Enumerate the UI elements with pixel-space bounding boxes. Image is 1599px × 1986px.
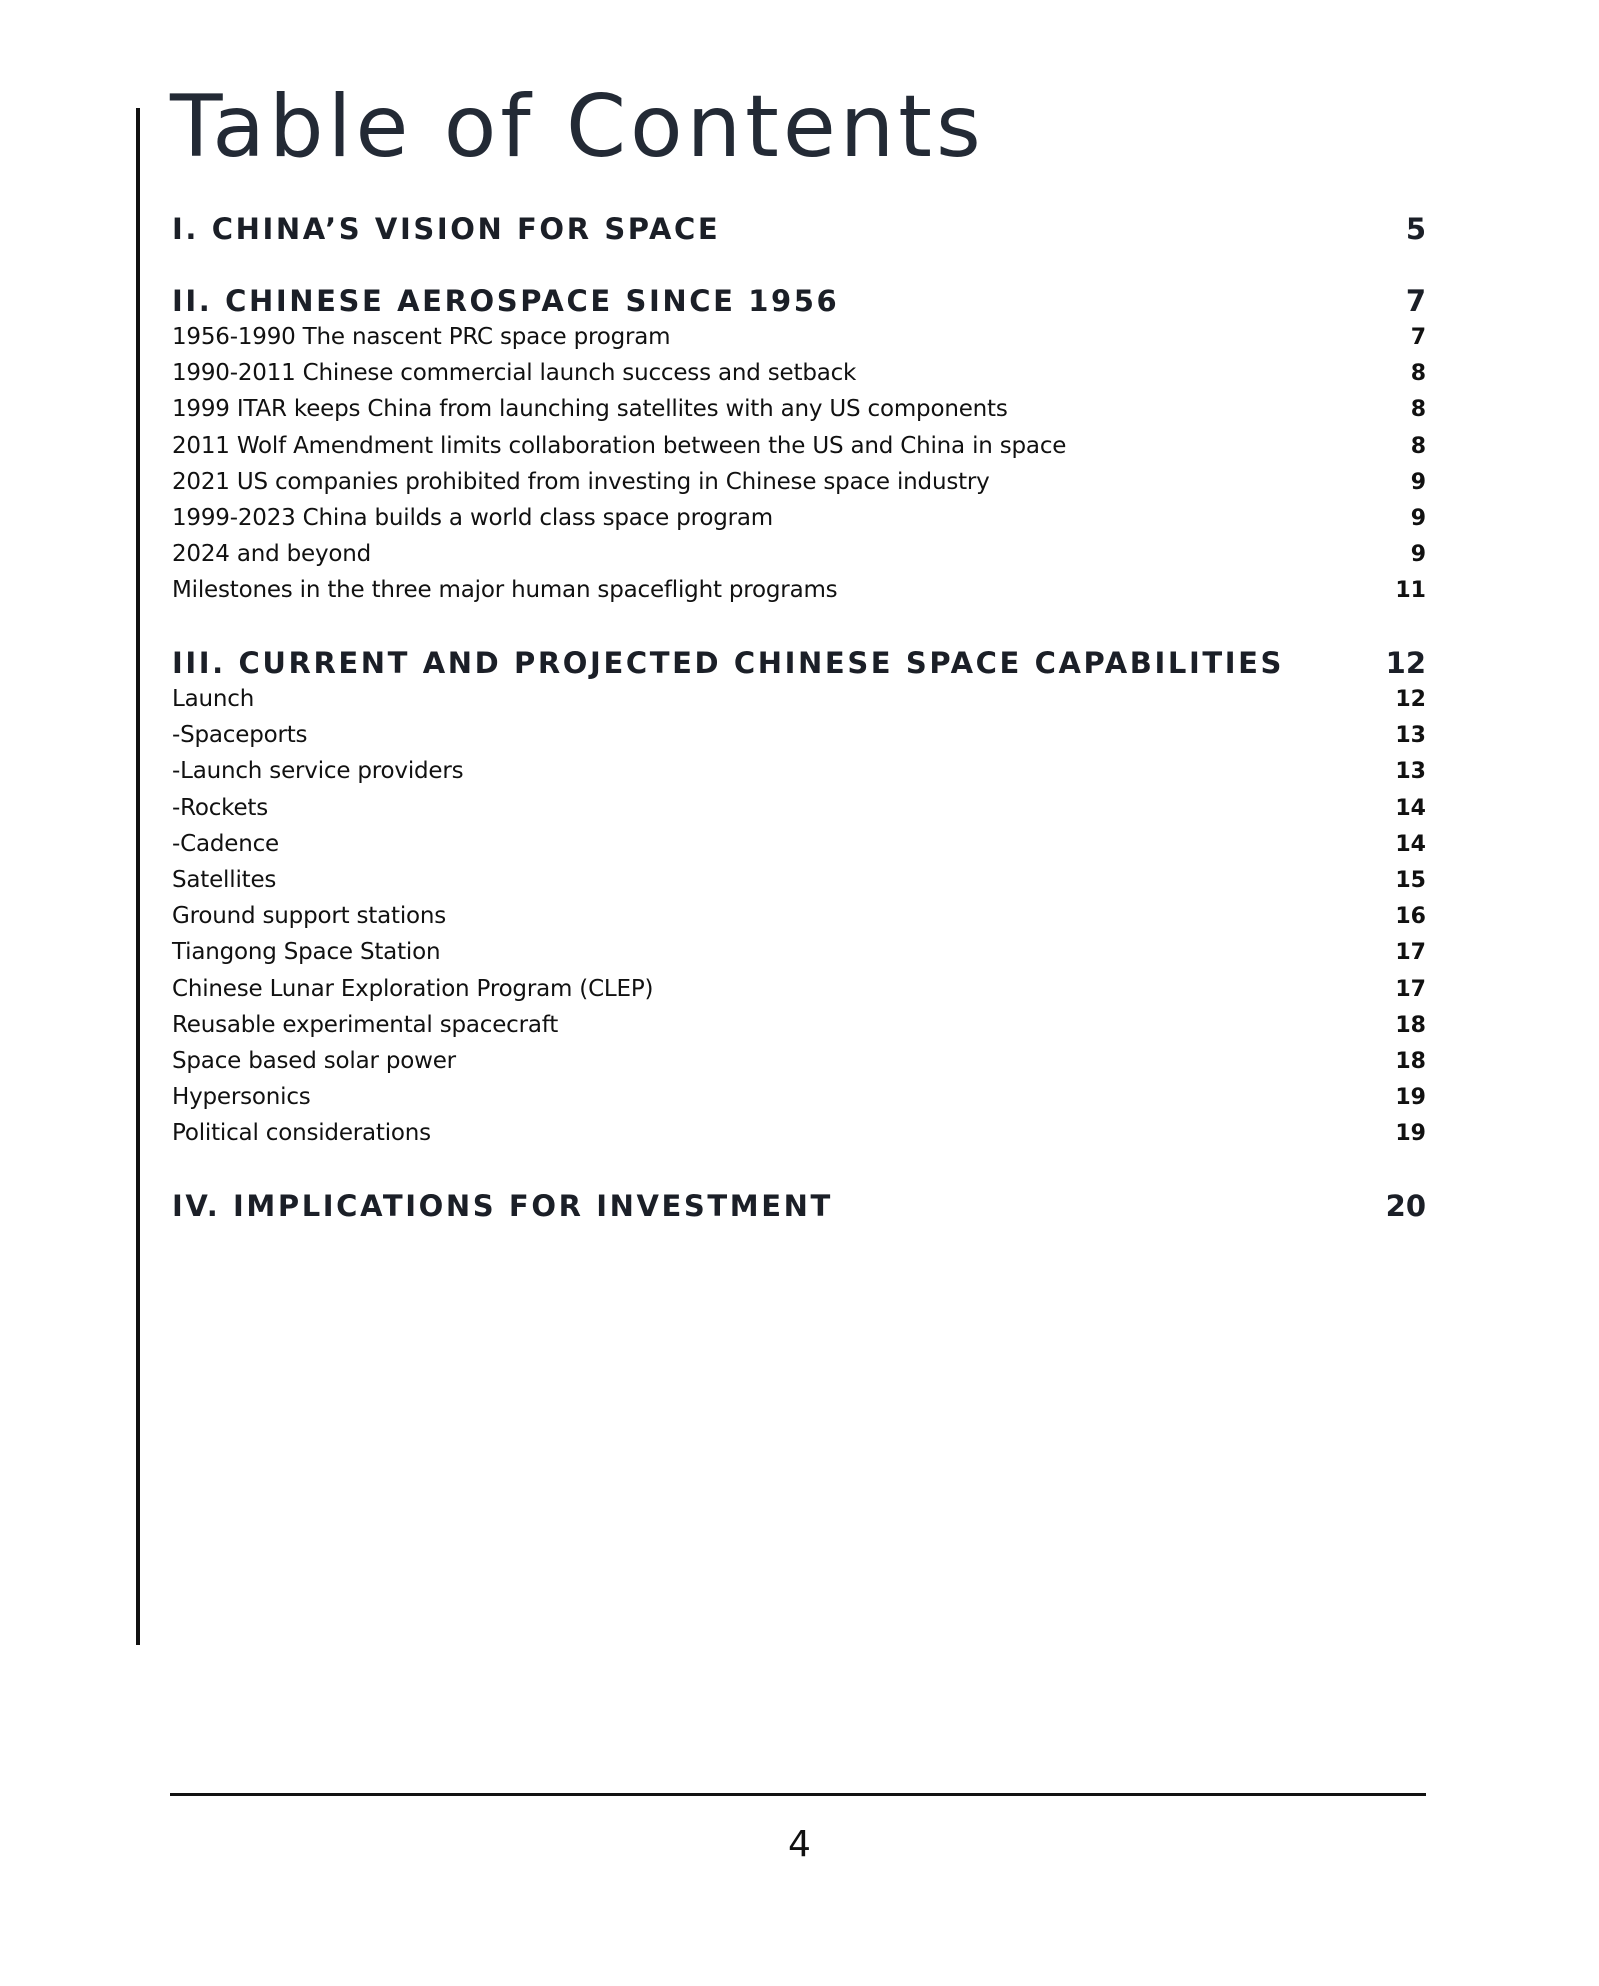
toc-entry[interactable] — [172, 433, 1426, 469]
entry-title: 1999-2023 China builds a world class space program — [172, 504, 773, 531]
toc-section-4 — [172, 1189, 1426, 1229]
entry-page-number: 12 — [1395, 687, 1426, 712]
entry-title: Hypersonics — [172, 1084, 311, 1111]
toc-entry-list — [172, 324, 1426, 614]
entry-title: Chinese Lunar Exploration Program (CLEP) — [172, 975, 654, 1002]
toc-section-heading[interactable] — [172, 284, 1426, 324]
section-title: III. CURRENT AND PROJECTED CHINESE SPACE CAPABILITIES — [172, 646, 1285, 680]
entry-title: Satellites — [172, 866, 277, 893]
toc-entry[interactable] — [172, 541, 1426, 577]
entry-title: -Spaceports — [172, 722, 308, 749]
entry-title: Reusable experimental spacecraft — [172, 1011, 559, 1038]
toc-section-3 — [172, 646, 1426, 1156]
toc-entry[interactable] — [172, 396, 1426, 432]
entry-title: -Rockets — [172, 794, 269, 821]
page-title: Table of Contents — [170, 77, 985, 177]
entry-page-number: 9 — [1410, 505, 1426, 531]
toc-entry[interactable] — [172, 722, 1426, 758]
entry-page-number: 17 — [1395, 976, 1426, 1002]
toc-section-heading[interactable] — [172, 1189, 1426, 1229]
footer-rule — [170, 1793, 1426, 1796]
toc-entry[interactable] — [172, 1012, 1426, 1048]
toc-entry[interactable] — [172, 505, 1426, 541]
toc-section-1 — [172, 212, 1426, 252]
entry-page-number: 9 — [1410, 542, 1426, 568]
left-vertical-rule — [136, 108, 140, 1645]
section-title: II. CHINESE AEROSPACE SINCE 1956 — [172, 284, 840, 318]
entry-page-number: 13 — [1395, 759, 1426, 785]
entry-title: Tiangong Space Station — [172, 939, 441, 966]
entry-page-number: 8 — [1410, 397, 1426, 423]
toc-entry[interactable] — [172, 577, 1426, 613]
section-page-number: 12 — [1385, 646, 1426, 680]
entry-title: Ground support stations — [172, 903, 447, 930]
entry-page-number: 17 — [1395, 940, 1426, 966]
entry-page-number: 14 — [1395, 831, 1426, 857]
entry-title: Space based solar power — [172, 1047, 456, 1074]
section-page-number: 20 — [1385, 1189, 1426, 1223]
toc-entry[interactable] — [172, 758, 1426, 794]
toc-entry[interactable] — [172, 469, 1426, 505]
entry-page-number: 14 — [1395, 795, 1426, 821]
toc-entry[interactable] — [172, 903, 1426, 939]
entry-page-number: 16 — [1395, 904, 1426, 930]
entry-title: 1990-2011 Chinese commercial launch success and setback — [172, 360, 857, 387]
toc-entry-list — [172, 686, 1426, 1156]
toc-entry[interactable] — [172, 324, 1426, 360]
section-page-number: 7 — [1405, 284, 1426, 318]
toc-entry[interactable] — [172, 686, 1426, 722]
entry-page-number: 13 — [1395, 723, 1426, 749]
toc-entry[interactable] — [172, 360, 1426, 396]
entry-title: 1956-1990 The nascent PRC space program — [172, 324, 671, 350]
section-title: I. CHINA’S VISION FOR SPACE — [172, 212, 721, 246]
entry-title: -Cadence — [172, 830, 279, 857]
toc-entry[interactable] — [172, 831, 1426, 867]
toc-section-heading[interactable] — [172, 646, 1426, 686]
entry-page-number: 18 — [1395, 1012, 1426, 1038]
toc-entry[interactable] — [172, 867, 1426, 903]
toc-entry[interactable] — [172, 795, 1426, 831]
toc-entry[interactable] — [172, 976, 1426, 1012]
entry-page-number: 19 — [1395, 1121, 1426, 1147]
toc-section-2 — [172, 284, 1426, 614]
toc-entry[interactable] — [172, 1048, 1426, 1084]
entry-page-number: 11 — [1395, 578, 1426, 604]
toc-section-heading[interactable] — [172, 212, 1426, 252]
toc-entry[interactable] — [172, 1120, 1426, 1156]
entry-page-number: 18 — [1395, 1048, 1426, 1074]
entry-title: Political considerations — [172, 1120, 431, 1147]
entry-title: 2021 US companies prohibited from investing in Chinese space industry — [172, 468, 990, 495]
entry-page-number: 8 — [1410, 433, 1426, 459]
entry-page-number: 15 — [1395, 867, 1426, 893]
toc-entry[interactable] — [172, 1084, 1426, 1120]
entry-page-number: 8 — [1410, 361, 1426, 387]
entry-title: 2024 and beyond — [172, 541, 372, 568]
entry-title: Launch — [172, 686, 255, 712]
section-page-number: 5 — [1405, 212, 1426, 246]
entry-title: -Launch service providers — [172, 758, 464, 785]
entry-page-number: 19 — [1395, 1085, 1426, 1111]
section-title: IV. IMPLICATIONS FOR INVESTMENT — [172, 1189, 833, 1223]
entry-page-number: 9 — [1410, 469, 1426, 495]
entry-page-number: 7 — [1410, 325, 1426, 350]
entry-title: 1999 ITAR keeps China from launching satellites with any US components — [172, 396, 1008, 423]
page-number: 4 — [788, 1824, 811, 1865]
toc-entry[interactable] — [172, 939, 1426, 975]
entry-title: Milestones in the three major human spaceflight programs — [172, 577, 838, 604]
entry-title: 2011 Wolf Amendment limits collaboration between the US and China in space — [172, 432, 1067, 459]
